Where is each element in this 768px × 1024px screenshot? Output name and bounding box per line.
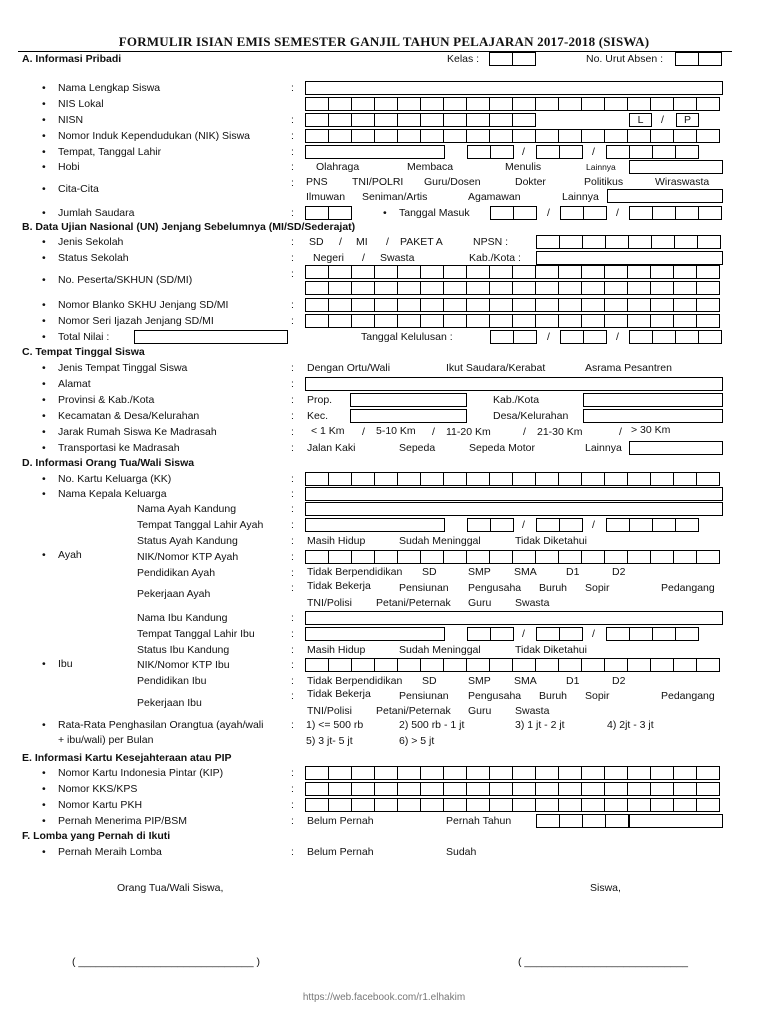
kip-label: • Nomor Kartu Indonesia Pintar (KIP) bbox=[58, 767, 223, 779]
colon: : bbox=[291, 815, 294, 827]
slash: / bbox=[592, 628, 595, 640]
penghasilan-option[interactable]: 3) 1 jt - 2 jt bbox=[515, 719, 565, 731]
status-option[interactable]: Negeri bbox=[313, 252, 344, 264]
kerja-option[interactable]: Sopir bbox=[585, 690, 610, 702]
hobi-option[interactable]: Lainnya bbox=[586, 162, 616, 172]
slash: / bbox=[592, 146, 595, 158]
nilai-field[interactable] bbox=[134, 330, 288, 344]
title-divider bbox=[18, 51, 732, 52]
ayah-label: • Ayah bbox=[58, 549, 82, 561]
footer-link[interactable]: https://web.facebook.com/r1.elhakim bbox=[302, 992, 466, 1003]
tinggal-option[interactable]: Dengan Ortu/Wali bbox=[307, 362, 391, 374]
jumlah-field[interactable] bbox=[305, 206, 352, 220]
pkh-label: • Nomor Kartu PKH bbox=[58, 799, 142, 811]
colon: : bbox=[291, 690, 294, 702]
nisn-field[interactable] bbox=[305, 113, 536, 127]
kab-field[interactable] bbox=[583, 393, 723, 407]
gender-l-box[interactable]: L bbox=[629, 113, 652, 127]
colon: : bbox=[291, 236, 294, 248]
lomba-option[interactable]: Sudah bbox=[446, 846, 477, 858]
penghasilan-option[interactable]: 2) 500 rb - 1 jt bbox=[399, 719, 465, 731]
kerja-option[interactable]: Pensiunan bbox=[399, 690, 449, 702]
section-b-title: B. Data Ujian Nasional (UN) Jenjang Sebelumnya (MI/SD/Sederajat) bbox=[22, 221, 356, 233]
hobi-option[interactable]: Menulis bbox=[505, 161, 542, 173]
colon: : bbox=[291, 114, 294, 126]
prop-field[interactable] bbox=[350, 393, 467, 407]
status-option[interactable]: Tidak Diketahui bbox=[515, 535, 587, 547]
penghasilan-label: • Rata-Rata Penghasilan Orangtua (ayah/wali bbox=[58, 719, 263, 731]
nik-label: • Nomor Induk Kependudukan (NIK) Siswa bbox=[58, 130, 250, 142]
kerja-option[interactable]: Tidak Bekerja bbox=[307, 580, 371, 592]
colon: : bbox=[291, 378, 294, 390]
jarak-label: • Jarak Rumah Siswa Ke Madrasah bbox=[58, 426, 217, 438]
pip-extra-field[interactable] bbox=[629, 814, 723, 828]
kerja-option[interactable]: Petani/Peternak bbox=[376, 705, 451, 717]
gender-p-box[interactable]: P bbox=[676, 113, 699, 127]
status-ibu-label: Status Ibu Kandung bbox=[137, 644, 230, 656]
kks-field[interactable] bbox=[305, 782, 720, 796]
slash: / bbox=[547, 207, 550, 219]
tgl-lahir-ayah-day[interactable] bbox=[467, 518, 514, 532]
kerja-option[interactable]: TNI/Polisi bbox=[307, 705, 352, 717]
tgl-lahir-ibu-day[interactable] bbox=[467, 627, 514, 641]
kepala-label: • Nama Kepala Keluarga bbox=[58, 488, 167, 500]
tgl-lahir-ibu-year[interactable] bbox=[606, 627, 699, 641]
slash: / bbox=[522, 519, 525, 531]
kk-label: • No. Kartu Keluarga (KK) bbox=[58, 473, 171, 485]
status-option[interactable]: Tidak Diketahui bbox=[515, 644, 587, 656]
tgl-lahir-day[interactable] bbox=[467, 145, 514, 159]
kepala-field[interactable] bbox=[305, 487, 723, 501]
colon: : bbox=[291, 659, 294, 671]
jarak-option[interactable]: > 30 Km bbox=[631, 424, 671, 436]
form-title: FORMULIR ISIAN EMIS SEMESTER GANJIL TAHUN PELAJARAN 2017-2018 (SISWA) bbox=[118, 34, 650, 49]
nik-ibu-label: NIK/Nomor KTP Ibu bbox=[137, 659, 230, 671]
colon: : bbox=[291, 426, 294, 438]
npsn-label: NPSN : bbox=[473, 236, 509, 248]
lomba-option[interactable]: Belum Pernah bbox=[307, 846, 374, 858]
no-urut-label: No. Urut Absen : bbox=[586, 53, 664, 65]
transport-option[interactable]: Jalan Kaki bbox=[307, 442, 356, 454]
tgl-lahir-ayah-month[interactable] bbox=[536, 518, 583, 532]
kerja-ayah-label: Pekerjaan Ayah bbox=[137, 588, 211, 600]
tinggal-option[interactable]: Asrama Pesantren bbox=[585, 362, 672, 374]
ttl-ayah-label: Tempat Tanggal Lahir Ayah bbox=[137, 519, 264, 531]
npsn-field[interactable] bbox=[536, 235, 721, 249]
nama-ayah-field[interactable] bbox=[305, 502, 723, 516]
jumlah-label: • Jumlah Saudara bbox=[58, 207, 134, 219]
blanko-field[interactable] bbox=[305, 298, 720, 312]
cita-label: • Cita-Cita bbox=[58, 183, 99, 195]
kip-field[interactable] bbox=[305, 766, 720, 780]
nisn-label: • NISN bbox=[58, 114, 83, 126]
kec-label: • Kecamatan & Desa/Kelurahan bbox=[58, 410, 199, 422]
nama-ibu-field[interactable] bbox=[305, 611, 723, 625]
kelas-field[interactable] bbox=[489, 52, 536, 66]
tgl-lahir-year[interactable] bbox=[606, 145, 699, 159]
pip-option[interactable]: Belum Pernah bbox=[307, 815, 374, 827]
kerja-option[interactable]: Buruh bbox=[539, 582, 568, 594]
hobi-option[interactable]: Membaca bbox=[407, 161, 454, 173]
pend-option[interactable]: SD bbox=[422, 566, 437, 578]
status-ayah-label: Status Ayah Kandung bbox=[137, 535, 238, 547]
slash: / bbox=[522, 628, 525, 640]
status-option[interactable]: Sudah Meninggal bbox=[399, 535, 481, 547]
status-option[interactable]: Sudah Meninggal bbox=[399, 644, 481, 656]
status-option[interactable]: Swasta bbox=[380, 252, 415, 264]
kerja-option[interactable]: TNI/Polisi bbox=[307, 597, 352, 609]
colon: : bbox=[291, 644, 294, 656]
colon: : bbox=[291, 628, 294, 640]
colon: : bbox=[291, 362, 294, 374]
slash: / bbox=[547, 331, 550, 343]
nama-label: • Nama Lengkap Siswa bbox=[58, 82, 160, 94]
slash: / bbox=[522, 146, 525, 158]
pend-ibu-label: Pendidikan Ibu bbox=[137, 675, 207, 687]
ijazah-field[interactable] bbox=[305, 314, 720, 328]
tempat-lahir-ayah-field[interactable] bbox=[305, 518, 445, 532]
status-option[interactable]: Masih Hidup bbox=[307, 535, 366, 547]
desa-label: Desa/Kelurahan bbox=[493, 410, 569, 422]
colon: : bbox=[291, 146, 294, 158]
nis-label: • NIS Lokal bbox=[58, 98, 104, 110]
kerja-option[interactable]: Buruh bbox=[539, 690, 568, 702]
tgl-masuk-label: • Tanggal Masuk bbox=[399, 207, 470, 219]
pend-option[interactable]: SMP bbox=[468, 675, 491, 687]
transport-option[interactable]: Lainnya bbox=[585, 442, 622, 454]
transport-lainnya-field[interactable] bbox=[629, 441, 723, 455]
colon: : bbox=[291, 799, 294, 811]
pend-option[interactable]: D1 bbox=[566, 566, 580, 578]
status-sekolah-label: • Status Sekolah bbox=[58, 252, 129, 264]
colon: : bbox=[291, 130, 294, 142]
colon: : bbox=[291, 315, 294, 327]
colon: : bbox=[291, 82, 294, 94]
tinggal-option[interactable]: Ikut Saudara/Kerabat bbox=[446, 362, 546, 374]
section-d-title: D. Informasi Orang Tua/Wali Siswa bbox=[22, 457, 195, 469]
slash: / bbox=[616, 207, 619, 219]
colon: : bbox=[291, 394, 294, 406]
pip-label: • Pernah Menerima PIP/BSM bbox=[58, 815, 187, 827]
colon: : bbox=[291, 473, 294, 485]
cita-option[interactable]: Ilmuwan bbox=[306, 191, 346, 203]
penghasilan-option[interactable]: 6) > 5 jt bbox=[399, 735, 435, 747]
transport-option[interactable]: Sepeda bbox=[399, 442, 436, 454]
pend-option[interactable]: D2 bbox=[612, 566, 626, 578]
cita-option[interactable]: Politikus bbox=[584, 176, 624, 188]
transport-option[interactable]: Sepeda Motor bbox=[469, 442, 535, 454]
nama-ayah-label: Nama Ayah Kandung bbox=[137, 503, 237, 515]
cita-option[interactable]: Wiraswasta bbox=[655, 176, 710, 188]
pend-option[interactable]: D1 bbox=[566, 675, 580, 687]
pkh-field[interactable] bbox=[305, 798, 720, 812]
colon: : bbox=[291, 177, 294, 189]
tgl-lulus-label: Tanggal Kelulusan : bbox=[361, 331, 453, 343]
colon: : bbox=[291, 675, 294, 687]
slash: / bbox=[362, 252, 365, 264]
kerja-option[interactable]: Tidak Bekerja bbox=[307, 688, 371, 700]
hobi-option[interactable]: Olahraga bbox=[316, 161, 360, 173]
slash: / bbox=[619, 426, 622, 438]
kerja-option[interactable]: Guru bbox=[468, 597, 492, 609]
pend-option[interactable]: SD bbox=[422, 675, 437, 687]
jenis-option[interactable]: PAKET A bbox=[400, 236, 443, 248]
pip-tahun-field[interactable] bbox=[536, 814, 629, 828]
pend-option[interactable]: SMP bbox=[468, 566, 491, 578]
slash: / bbox=[523, 426, 526, 438]
pend-option[interactable]: SMA bbox=[514, 566, 537, 578]
lomba-label: • Pernah Meraih Lomba bbox=[58, 846, 162, 858]
prov-label: • Provinsi & Kab./Kota bbox=[58, 394, 154, 406]
peserta-label: • No. Peserta/SKHUN (SD/MI) bbox=[58, 274, 192, 286]
alamat-field[interactable] bbox=[305, 377, 723, 391]
slash: / bbox=[386, 236, 389, 248]
cita-option[interactable]: Dokter bbox=[515, 176, 546, 188]
nama-field[interactable] bbox=[305, 81, 723, 95]
pend-option[interactable]: Tidak Berpendidikan bbox=[307, 566, 403, 578]
penghasilan-label-cont: + ibu/wali) per Bulan bbox=[58, 734, 154, 746]
penghasilan-option[interactable]: 5) 3 jt- 5 jt bbox=[306, 735, 353, 747]
tgl-lahir-month[interactable] bbox=[536, 145, 583, 159]
prop-label: Prop. bbox=[307, 394, 333, 406]
parent-signature-label: Orang Tua/Wali Siswa, bbox=[117, 882, 224, 894]
kerja-ibu-label: Pekerjaan Ibu bbox=[137, 697, 202, 709]
hobi-label: • Hobi bbox=[58, 161, 80, 173]
colon: : bbox=[291, 442, 294, 454]
cita-option[interactable]: Lainnya bbox=[562, 191, 599, 203]
colon: : bbox=[291, 535, 294, 547]
colon: : bbox=[291, 161, 294, 173]
ibu-label: • Ibu bbox=[58, 658, 73, 670]
jarak-option[interactable]: < 1 Km bbox=[311, 425, 345, 437]
jenis-tinggal-label: • Jenis Tempat Tinggal Siswa bbox=[58, 362, 187, 374]
no-urut-field[interactable] bbox=[675, 52, 722, 66]
colon: : bbox=[291, 767, 294, 779]
jarak-option[interactable]: 5-10 Km bbox=[376, 425, 416, 437]
jarak-option[interactable]: 21-30 Km bbox=[537, 426, 583, 438]
slash: / bbox=[616, 331, 619, 343]
colon: : bbox=[291, 252, 294, 264]
cita-option[interactable]: TNI/POLRI bbox=[352, 176, 404, 188]
tgl-lulus-month[interactable] bbox=[560, 330, 607, 344]
kelas-label: Kelas : bbox=[447, 53, 480, 65]
nama-ibu-label: Nama Ibu Kandung bbox=[137, 612, 228, 624]
kabkota-label: Kab./Kota : bbox=[469, 252, 521, 264]
section-c-title: C. Tempat Tinggal Siswa bbox=[22, 346, 145, 358]
peserta-row1[interactable] bbox=[305, 265, 720, 279]
student-signature-line: ( ____________________________ bbox=[518, 956, 688, 968]
nik-ayah-field[interactable] bbox=[305, 550, 720, 564]
status-option[interactable]: Masih Hidup bbox=[307, 644, 366, 656]
kerja-option[interactable]: Pensiunan bbox=[399, 582, 449, 594]
kerja-option[interactable]: Pengusaha bbox=[468, 690, 522, 702]
cita-lainnya-field[interactable] bbox=[607, 189, 723, 203]
colon: : bbox=[291, 582, 294, 594]
colon: : bbox=[291, 519, 294, 531]
nis-field[interactable] bbox=[305, 97, 720, 111]
student-signature-label: Siswa, bbox=[590, 882, 621, 894]
colon: : bbox=[291, 503, 294, 515]
pip-option[interactable]: Pernah Tahun bbox=[446, 815, 512, 827]
colon: : bbox=[291, 299, 294, 311]
kerja-option[interactable]: Pedangang bbox=[661, 582, 715, 594]
slash: / bbox=[592, 519, 595, 531]
pend-option[interactable]: D2 bbox=[612, 675, 626, 687]
colon: : bbox=[291, 207, 294, 219]
nilai-label: • Total Nilai : bbox=[58, 331, 109, 343]
jarak-option[interactable]: 11-20 Km bbox=[446, 426, 491, 438]
kerja-option[interactable]: Sopir bbox=[585, 582, 610, 594]
desa-field[interactable] bbox=[583, 409, 723, 423]
slash: / bbox=[432, 426, 435, 438]
kerja-option[interactable]: Pengusaha bbox=[468, 582, 522, 594]
cita-option[interactable]: Guru/Dosen bbox=[424, 176, 481, 188]
slash: / bbox=[339, 236, 342, 248]
section-a-title: A. Informasi Pribadi bbox=[22, 53, 122, 65]
colon: : bbox=[291, 846, 294, 858]
colon: : bbox=[291, 612, 294, 624]
kerja-option[interactable]: Petani/Peternak bbox=[376, 597, 451, 609]
tgl-masuk-year[interactable] bbox=[629, 206, 722, 220]
parent-signature-line: ( ______________________________ ) bbox=[72, 956, 261, 968]
tgl-lulus-year[interactable] bbox=[629, 330, 722, 344]
transport-label: • Transportasi ke Madrasah bbox=[58, 442, 180, 454]
tgl-lahir-ayah-year[interactable] bbox=[606, 518, 699, 532]
colon: : bbox=[291, 719, 294, 731]
jenis-sekolah-label: • Jenis Sekolah bbox=[58, 236, 123, 248]
ttl-label: • Tempat, Tanggal Lahir bbox=[58, 146, 161, 158]
hobi-lainnya-field[interactable] bbox=[629, 160, 723, 174]
pend-ayah-label: Pendidikan Ayah bbox=[137, 567, 216, 579]
kabkota-field[interactable] bbox=[536, 251, 723, 265]
blanko-label: • Nomor Blanko SKHU Jenjang SD/MI bbox=[58, 299, 228, 311]
nik-field[interactable] bbox=[305, 129, 720, 143]
kec-field[interactable] bbox=[350, 409, 467, 423]
tgl-lulus-day[interactable] bbox=[490, 330, 537, 344]
slash: / bbox=[362, 426, 365, 438]
tgl-masuk-month[interactable] bbox=[560, 206, 607, 220]
ijazah-label: • Nomor Seri Ijazah Jenjang SD/MI bbox=[58, 315, 214, 327]
tempat-lahir-field[interactable] bbox=[305, 145, 445, 159]
nik-ayah-label: NIK/Nomor KTP Ayah bbox=[137, 551, 239, 563]
pend-option[interactable]: Tidak Berpendidikan bbox=[307, 675, 403, 687]
tempat-lahir-ibu-field[interactable] bbox=[305, 627, 445, 641]
alamat-label: • Alamat bbox=[58, 378, 91, 390]
colon: : bbox=[291, 783, 294, 795]
section-e-title: E. Informasi Kartu Kesejahteraan atau PIP bbox=[22, 752, 232, 764]
cita-option[interactable]: Agamawan bbox=[468, 191, 521, 203]
peserta-row2[interactable] bbox=[305, 281, 720, 295]
ttl-ibu-label: Tempat Tanggal Lahir Ibu bbox=[137, 628, 255, 640]
kerja-option[interactable]: Swasta bbox=[515, 597, 550, 609]
kks-label: • Nomor KKS/KPS bbox=[58, 783, 137, 795]
section-f-title: F. Lomba yang Pernah di Ikuti bbox=[22, 830, 171, 842]
penghasilan-option[interactable]: 4) 2jt - 3 jt bbox=[607, 719, 654, 731]
kk-field[interactable] bbox=[305, 472, 720, 486]
slash: / bbox=[661, 114, 664, 126]
tgl-masuk-day[interactable] bbox=[490, 206, 537, 220]
jenis-option[interactable]: SD bbox=[309, 236, 324, 248]
kerja-option[interactable]: Guru bbox=[468, 705, 492, 717]
colon: : bbox=[291, 268, 294, 280]
pend-option[interactable]: SMA bbox=[514, 675, 537, 687]
colon: : bbox=[291, 551, 294, 563]
colon: : bbox=[291, 488, 294, 500]
tgl-lahir-ibu-month[interactable] bbox=[536, 627, 583, 641]
kec-sub-label: Kec. bbox=[307, 410, 329, 422]
jenis-option[interactable]: MI bbox=[356, 236, 368, 248]
cita-option[interactable]: PNS bbox=[306, 176, 328, 188]
nik-ibu-field[interactable] bbox=[305, 658, 720, 672]
colon: : bbox=[291, 567, 294, 579]
kerja-option[interactable]: Pedangang bbox=[661, 690, 715, 702]
colon: : bbox=[291, 410, 294, 422]
cita-option[interactable]: Seniman/Artis bbox=[362, 191, 428, 203]
kerja-option[interactable]: Swasta bbox=[515, 705, 550, 717]
penghasilan-option[interactable]: 1) <= 500 rb bbox=[306, 719, 364, 731]
kab-label: Kab./Kota bbox=[493, 394, 540, 406]
